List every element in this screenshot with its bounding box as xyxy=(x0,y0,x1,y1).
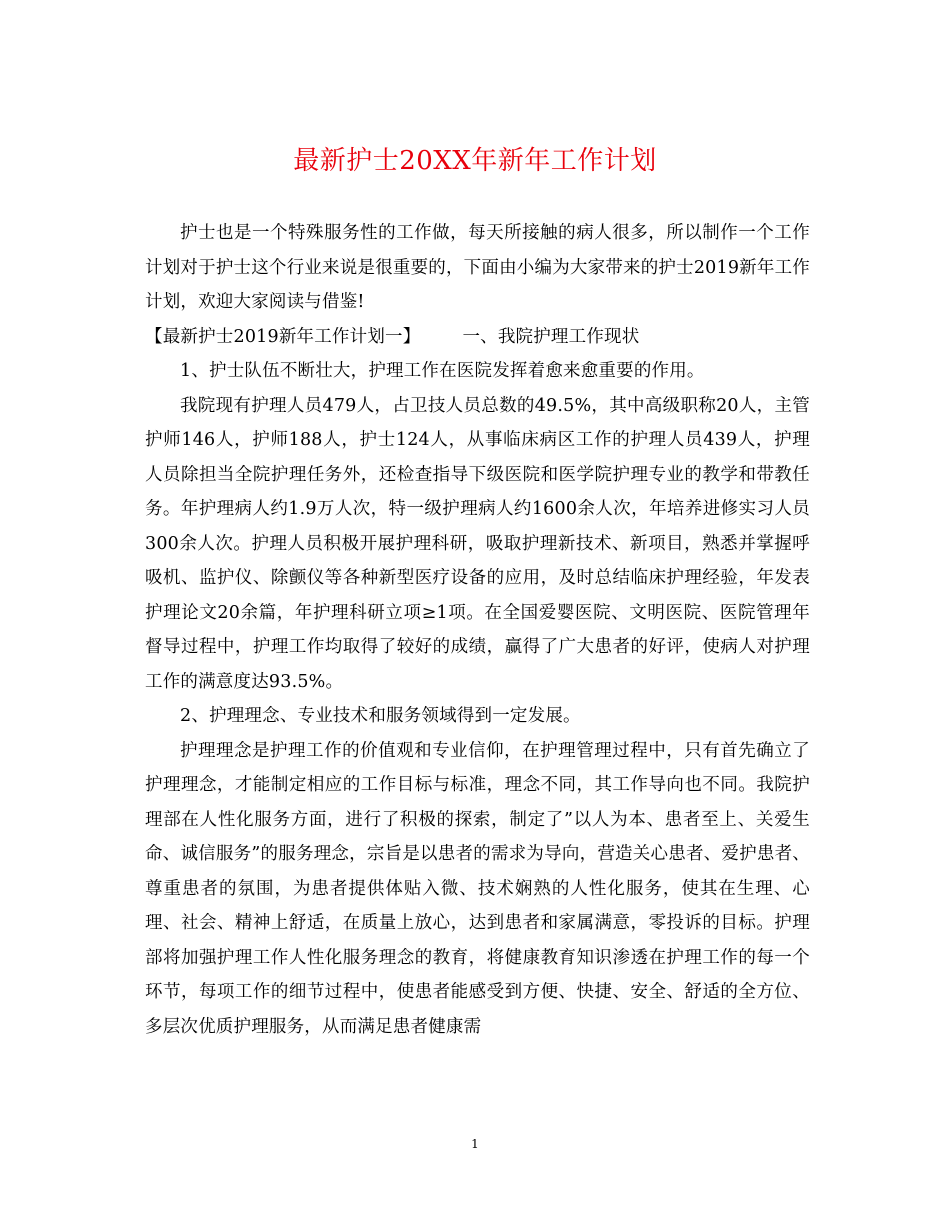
section-label: 【最新护士2019新年工作计划一】 xyxy=(145,326,421,347)
point2-heading: 2、护理理念、专业技术和服务领域得到一定发展。 xyxy=(180,706,581,726)
document-body xyxy=(145,216,810,1044)
point2-paragraph: 护理理念是护理工作的价值观和专业信仰，在护理管理过程中，只有首先确立了护理理念，才能制定相应的工作目标与标准，理念不同，其工作导向也不同。我院护理部在人性化服务方面，进行了积极的探索，制定了”以人为本、患者至上、关爱生命、诚信服务”的服务理念，宗旨是以患者的需求为导向，营造关心患者、爱护患者、尊重患者的氛围，为患者提供体贴入微、技术娴熟的人性化服务，使其在生理、心理、社会、精神上舒适，在质量上放心，达到患者和家属满意，零投诉的目标。护理部将加强护理工作人性化服务理念的教育，将健康教育知识渗透在护理工作的每一个环节，每项工作的细节过程中，使患者能感受到方便、快捷、安全、舒适的全方位、多层次优质护理服务，从而满足患者健康需 xyxy=(145,740,810,1037)
point1-heading: 1、护士队伍不断壮大，护理工作在医院发挥着愈来愈重要的作用。 xyxy=(180,361,705,381)
intro-paragraph: 护士也是一个特殊服务性的工作做，每天所接触的病人很多，所以制作一个工作计划对于护士这个行业来说是很重要的，下面由小编为大家带来的护士2019新年工作计划，欢迎大家阅读与借鉴! xyxy=(145,223,810,312)
page-number: 1 xyxy=(471,1137,479,1151)
point1-paragraph: 我院现有护理人员479人，占卫技人员总数的49.5%，其中高级职称20人，主管护师146人，护师188人，护士124人，从事临床病区工作的护理人员439人，护理人员除担当全院护理任务外，还检查指导下级医院和医学院护理专业的教学和带教任务。年护理病人约1.9万人次，特一级护理病人约1600余人次，年培养进修实习人员300余人次。护理人员积极开展护理科研，吸取护理新技术、新项目，熟悉并掌握呼吸机、监护仪、除颤仪等各种新型医疗设备的应用，及时总结临床护理经验，年发表护理论文20余篇，年护理科研立项≥1项。在全国爱婴医院、文明医院、医院管理年督导过程中，护理工作均取得了较好的成绩，赢得了广大患者的好评，使病人对护理工作的满意度达93.5%。 xyxy=(145,395,810,692)
document-title: 最新护士20XX年新年工作计划 xyxy=(293,146,657,176)
section-heading: 一、我院护理工作现状 xyxy=(462,326,640,347)
section-heading-line xyxy=(145,320,810,355)
